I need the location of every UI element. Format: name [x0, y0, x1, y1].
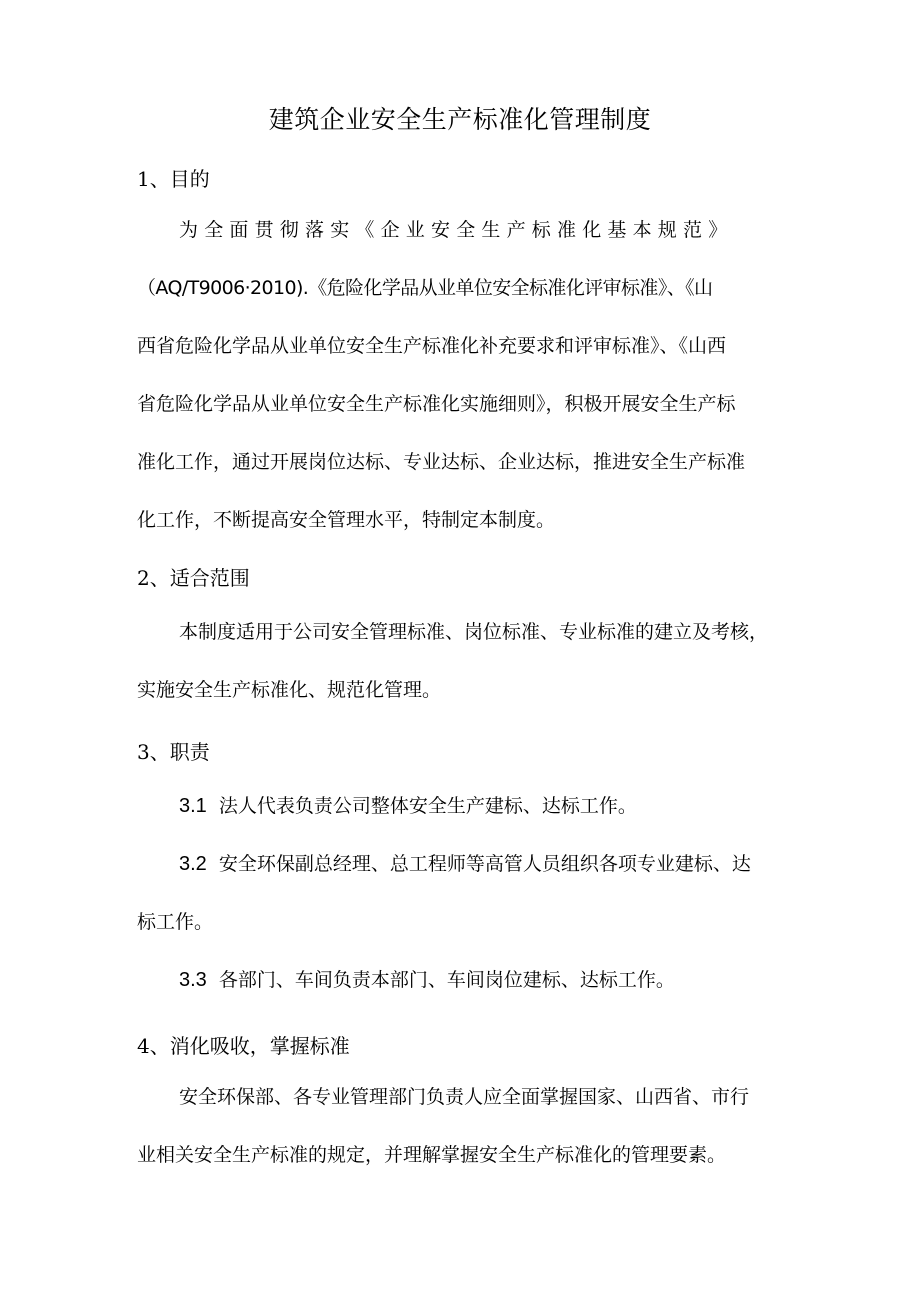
section-body-purpose [137, 201, 787, 549]
item-text: 各部门、车间负责本部门、车间岗位建标、达标工作。 [218, 969, 675, 991]
paragraph-line: 化工作，不断提高安全管理水平，特制定本制度。 [137, 509, 556, 531]
paragraph-line: （AQ/T9006·2010).《危险化学品从业单位安全标准化评审标准》、《山 [137, 277, 713, 299]
section-body-duties [137, 777, 787, 1009]
paragraph-line: 为全面贯彻落实《企业安全生产标准化基本规范》 [179, 219, 734, 241]
paragraph-line: 省危险化学品从业单位安全生产标准化实施细则》，积极开展安全生产标 [137, 393, 736, 415]
item-number: 3.2 [179, 853, 207, 875]
paragraph-line: 实施安全生产标准化、规范化管理。 [137, 679, 442, 701]
section-heading-scope: 2、适合范围 [137, 566, 250, 590]
duty-item-3-3 [137, 951, 787, 1009]
document-title: 建筑企业安全生产标准化管理制度 [268, 105, 652, 134]
section-heading-purpose: 1、目的 [137, 167, 210, 191]
duty-item-3-1 [137, 777, 787, 835]
paragraph-line: 安全环保部、各专业管理部门负责人应全面掌握国家、山西省、市行 [179, 1086, 750, 1108]
duty-item-3-2 [137, 835, 787, 893]
paragraph-line: 业相关安全生产标准的规定，并理解掌握安全生产标准化的管理要素。 [137, 1144, 727, 1166]
section-body-absorb-standards [137, 1068, 787, 1184]
item-number: 3.1 [179, 795, 207, 817]
item-text: 安全环保副总经理、总工程师等高管人员组织各项专业建标、达 [218, 853, 751, 875]
paragraph-line: 准化工作，通过开展岗位达标、专业达标、企业达标，推进安全生产标准 [137, 451, 746, 473]
section-heading-duties: 3、职责 [137, 740, 210, 764]
paragraph-line: 本制度适用于公司安全管理标准、岗位标准、专业标准的建立及考核， [179, 621, 769, 643]
item-text: 法人代表负责公司整体安全生产建标、达标工作。 [218, 795, 637, 817]
paragraph-line: 标工作。 [137, 911, 214, 933]
section-body-scope [137, 603, 787, 719]
paragraph-line: 西省危险化学品从业单位安全生产标准化补充要求和评审标准》、《山西 [137, 335, 727, 357]
item-number: 3.3 [179, 969, 207, 991]
section-heading-absorb-standards: 4、消化吸收，掌握标准 [137, 1034, 350, 1058]
